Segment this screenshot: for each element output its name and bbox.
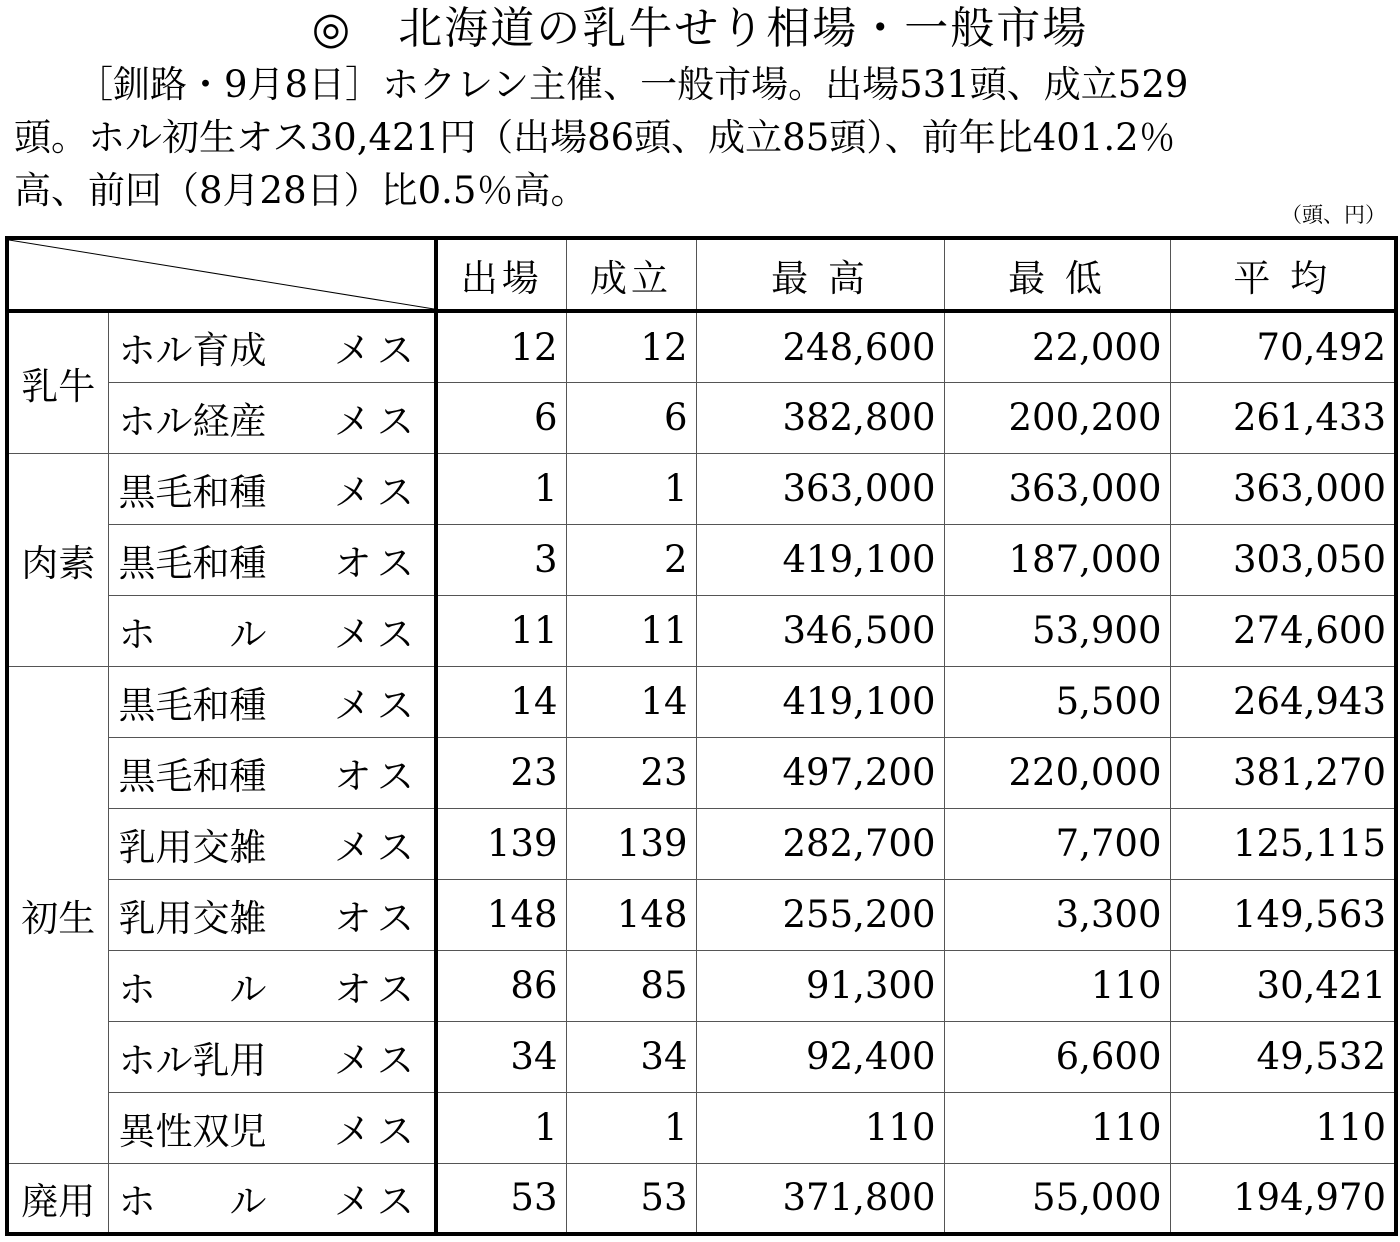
sold-cell: 11 [566,595,696,666]
entries-cell: 12 [510,325,558,369]
category-cell: 初生 [7,666,108,1163]
entries-cell: 139 [436,808,566,879]
entries-cell: 34 [436,1021,566,1092]
sex-label: メス [334,1109,420,1153]
lead-line-1: ［釧路・9月8日］ホクレン主催、一般市場。出場531頭、成立529 [76,63,1189,106]
min-price-cell: 6,600 [944,1021,1170,1092]
avg-price-cell: 125,115 [1170,808,1396,879]
breed-cell [108,1021,436,1092]
article-title: ◎ 北海道の乳牛せり相場・一般市場 [311,3,1089,54]
sold-cell: 53 [566,1163,696,1234]
min-price-cell: 187,000 [944,524,1170,595]
avg-price-cell: 363,000 [1170,453,1396,524]
lead-line-2: 頭。ホル初生オス30,421円（出場86頭、成立85頭）、前年比401.2％ [14,116,1176,159]
entries-cell: 14 [436,666,566,737]
sold-cell: 2 [566,524,696,595]
max-price-cell: 255,200 [696,879,944,950]
header-entries: 出場 [436,238,566,311]
avg-price-cell: 264,943 [1170,666,1396,737]
breed-cell [108,808,436,879]
avg-price-cell: 194,970 [1170,1163,1396,1234]
table-row [7,1021,1396,1092]
min-price-cell: 22,000 [944,311,1170,382]
min-price-cell: 55,000 [944,1163,1170,1234]
breed-name: 黒毛和種 [118,754,267,798]
avg-price-cell: 49,532 [1170,1021,1396,1092]
breed-name: 乳用交雑 [118,896,267,940]
header-corner-cell [7,238,436,311]
breed-name: ホル経産 [118,399,267,443]
unit-note: （頭、円） [1281,203,1386,227]
breed-name: ホル育成 [118,329,267,373]
table-row [7,382,1396,453]
table-body [7,311,1396,1234]
sold-cell: 148 [566,879,696,950]
breed-name: ホル乳用 [118,1038,267,1082]
sold-cell: 85 [566,950,696,1021]
sex-label: オス [334,754,420,798]
breed-name: 異性双児 [118,1109,267,1153]
table-row [7,311,1396,382]
breed-name: 黒毛和種 [118,541,267,585]
table-row [7,666,1396,737]
header-avg: 平 均 [1170,238,1396,311]
sex-label: オス [334,967,420,1011]
table-row [7,595,1396,666]
sold-cell: 14 [566,666,696,737]
sex-label: メス [334,329,420,373]
category-cell: 乳牛 [7,311,108,453]
entries-cell: 3 [436,524,566,595]
max-price-cell: 91,300 [696,950,944,1021]
breed-cell [108,524,436,595]
avg-price-cell: 274,600 [1170,595,1396,666]
max-price-cell: 282,700 [696,808,944,879]
breed-cell [108,879,436,950]
table-row [7,1092,1396,1163]
table-row [7,453,1396,524]
sex-label: メス [334,470,420,514]
sex-label: メス [334,1038,420,1082]
sold-cell: 139 [566,808,696,879]
sex-label: オス [334,896,420,940]
entries-cell: 53 [436,1163,566,1234]
breed-cell [108,382,436,453]
avg-price-cell: 30,421 [1170,950,1396,1021]
max-price-cell: 92,400 [696,1021,944,1092]
max-price-cell: 346,500 [696,595,944,666]
sold-cell: 23 [566,737,696,808]
table-row [7,808,1396,879]
header-max: 最 高 [696,238,944,311]
table-header-row [7,238,1396,311]
avg-price-cell: 149,563 [1170,879,1396,950]
table-row [7,950,1396,1021]
sold-cell: 34 [566,1021,696,1092]
min-price-cell: 220,000 [944,737,1170,808]
entries-cell: 86 [436,950,566,1021]
breed-cell [108,1092,436,1163]
entries-cell: 148 [436,879,566,950]
max-price-cell: 419,100 [696,524,944,595]
table-row [7,524,1396,595]
min-price-cell: 5,500 [944,666,1170,737]
breed-name: ホ ル [118,612,267,656]
breed-name: ホ ル [118,967,267,1011]
sex-label: メス [334,612,420,656]
min-price-cell: 363,000 [944,453,1170,524]
entries-cell: 11 [436,595,566,666]
sex-label: オス [334,541,420,585]
entries-cell: 1 [436,1092,566,1163]
avg-price-cell: 303,050 [1170,524,1396,595]
sold-cell: 1 [566,453,696,524]
max-price-cell: 363,000 [696,453,944,524]
table-row [7,1163,1396,1234]
breed-cell [108,950,436,1021]
breed-cell [108,666,436,737]
breed-cell [108,737,436,808]
header-sold: 成立 [566,238,696,311]
sex-label: メス [334,399,420,443]
diagonal-line [9,240,434,309]
max-price-cell: 497,200 [696,737,944,808]
breed-cell [108,1163,436,1234]
sex-label: メス [334,1179,420,1223]
price-table-wrapper [5,236,1394,1235]
min-price-cell: 3,300 [944,879,1170,950]
sold-cell: 12 [566,311,696,382]
sold-cell: 1 [566,1092,696,1163]
sex-label: メス [334,683,420,727]
category-cell: 廃用 [7,1163,108,1234]
max-price-cell: 110 [696,1092,944,1163]
table-row [7,737,1396,808]
avg-price-cell: 110 [1170,1092,1396,1163]
header-min: 最 低 [944,238,1170,311]
breed-name: ホ ル [118,1179,267,1223]
breed-cell [108,311,436,382]
breed-cell [108,453,436,524]
min-price-cell: 7,700 [944,808,1170,879]
max-price-cell: 419,100 [696,666,944,737]
breed-name: 黒毛和種 [118,470,267,514]
max-price-cell: 371,800 [696,1163,944,1234]
min-price-cell: 200,200 [944,382,1170,453]
table-row [7,879,1396,950]
entries-cell: 1 [436,453,566,524]
min-price-cell: 110 [944,950,1170,1021]
sex-label: メス [334,825,420,869]
breed-cell [108,595,436,666]
max-price-cell: 382,800 [696,382,944,453]
sold-cell: 6 [566,382,696,453]
entries-cell: 23 [436,737,566,808]
lead-line-3: 高、前回（8月28日）比0.5％高。 [14,169,588,212]
lead-paragraph [14,58,1392,217]
avg-price-cell: 261,433 [1170,382,1396,453]
avg-price-cell: 70,492 [1170,311,1396,382]
category-cell: 肉素 [7,453,108,666]
min-price-cell: 53,900 [944,595,1170,666]
max-price-cell: 248,600 [696,311,944,382]
breed-name: 黒毛和種 [118,683,267,727]
entries-cell: 6 [436,382,566,453]
avg-price-cell: 381,270 [1170,737,1396,808]
price-table [5,236,1398,1236]
breed-name: 乳用交雑 [118,825,267,869]
min-price-cell: 110 [944,1092,1170,1163]
